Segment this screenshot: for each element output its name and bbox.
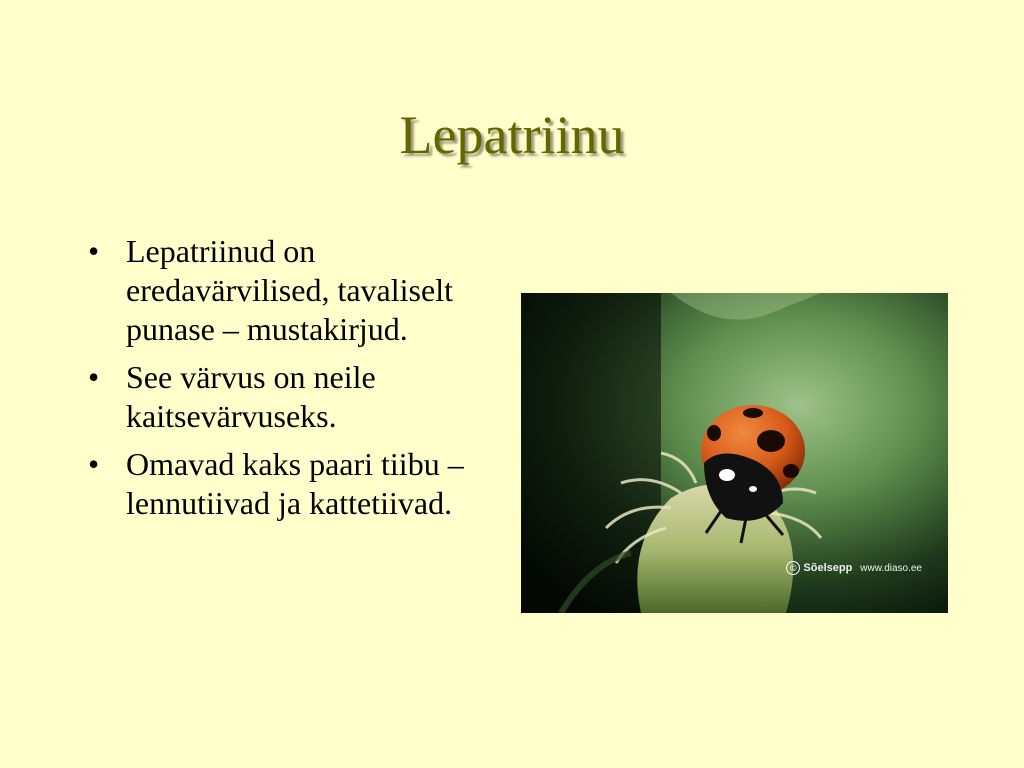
ladybird-photo: [521, 293, 948, 613]
watermark-site: www.diaso.ee: [860, 562, 922, 574]
bullet-text: Omavad kaks paari tiibu – lennutiivad ja kattetiivad.: [126, 446, 464, 521]
photo-watermark: [786, 561, 922, 575]
bullet-glyph: •: [88, 233, 100, 269]
bullet-item: [82, 232, 482, 349]
bullet-list: [82, 232, 482, 532]
bullet-glyph: •: [88, 446, 100, 482]
bullet-item: [82, 445, 482, 523]
slide-title: Lepatriinu: [399, 105, 625, 165]
watermark-author: Sõelsepp: [803, 561, 853, 574]
bullet-text: Lepatriinud on eredavärvilised, tavaliselt punase – mustakirjud.: [126, 233, 453, 347]
bullet-item: [82, 358, 482, 436]
bullet-text: See värvus on neile kaitsevärvuseks.: [126, 359, 376, 434]
copyright-symbol: ©: [786, 561, 800, 575]
bullet-glyph: •: [88, 359, 100, 395]
